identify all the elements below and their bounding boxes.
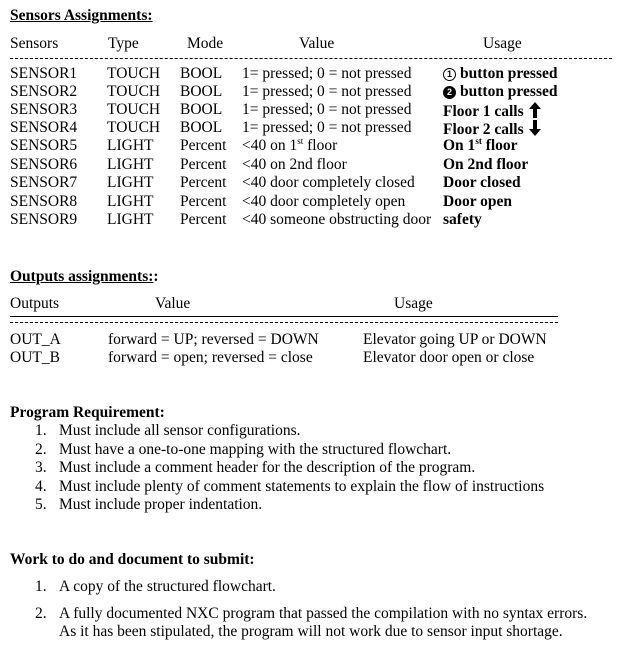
outputs-header-rule xyxy=(10,316,558,317)
list-item-number: 2. xyxy=(35,605,47,622)
sensor-usage xyxy=(443,65,557,83)
sensor-mode: BOOL xyxy=(180,119,223,136)
sensors-header-divider xyxy=(10,58,612,59)
sensor-value: 1= pressed; 0 = not pressed xyxy=(242,101,412,118)
header-type: Type xyxy=(108,35,139,52)
table-row xyxy=(0,101,627,119)
list-item-number: 3. xyxy=(35,459,47,476)
sensor-usage-label: Floor 2 calls xyxy=(443,121,524,138)
sensor-name: SENSOR1 xyxy=(10,65,78,82)
header-usage: Usage xyxy=(394,295,433,312)
list-item-continuation: As it has been stipulated, the program will not work due to sensor input shortage. xyxy=(59,623,563,640)
list-item: A copy of the structured flowchart. xyxy=(59,578,276,595)
sensor-mode: BOOL xyxy=(180,83,223,100)
sensor-type: TOUCH xyxy=(107,101,161,118)
list-item-number: 1. xyxy=(35,578,47,595)
sensor-type: LIGHT xyxy=(107,174,154,191)
table-row xyxy=(0,83,627,101)
table-row xyxy=(0,137,627,155)
sensor-usage: On 2nd floor xyxy=(443,156,529,173)
header-outputs: Outputs xyxy=(10,295,60,312)
circled-digit-2-icon: 2 xyxy=(443,86,456,99)
sensor-type: TOUCH xyxy=(107,119,161,136)
output-value: forward = UP; reversed = DOWN xyxy=(108,331,319,348)
sensor-mode: Percent xyxy=(180,156,227,173)
sensor-type: TOUCH xyxy=(107,83,161,100)
outputs-header-divider xyxy=(10,322,558,323)
sensor-name: SENSOR4 xyxy=(10,119,78,136)
table-row xyxy=(0,174,627,192)
sensor-value: 1= pressed; 0 = not pressed xyxy=(242,119,412,136)
sensor-value: <40 door completely open xyxy=(242,193,406,210)
sensor-type: LIGHT xyxy=(107,211,154,228)
outputs-section-title: Outputs assignments:: xyxy=(10,268,159,285)
header-value: Value xyxy=(155,295,191,312)
output-usage: Elevator door open or close xyxy=(363,349,535,366)
sensor-usage-label: button pressed xyxy=(460,65,558,82)
table-row xyxy=(0,349,627,367)
list-item-number: 1. xyxy=(35,422,47,439)
sensor-value: 1= pressed; 0 = not pressed xyxy=(242,65,412,82)
sensor-type: LIGHT xyxy=(107,193,154,210)
list-item: Must include all sensor configurations. xyxy=(59,422,301,439)
sensor-value: <40 door completely closed xyxy=(242,174,415,191)
header-usage: Usage xyxy=(483,35,522,52)
header-mode: Mode xyxy=(187,35,224,52)
sensor-usage xyxy=(443,101,542,121)
up-arrow-icon xyxy=(528,101,542,119)
table-row xyxy=(0,331,627,349)
list-item: Must include a comment header for the description of the program. xyxy=(59,459,476,476)
table-row xyxy=(0,65,627,83)
output-name: OUT_A xyxy=(10,331,61,348)
sensor-value: <40 on 2nd floor xyxy=(242,156,347,173)
header-sensors: Sensors xyxy=(10,35,59,52)
circled-digit-1-icon: 1 xyxy=(443,68,456,81)
work-title: Work to do and document to submit: xyxy=(10,551,255,568)
outputs-table-header xyxy=(0,295,627,313)
requirements-title: Program Requirement: xyxy=(10,404,165,421)
list-item: Must include proper indentation. xyxy=(59,496,263,513)
sensor-value: <40 on 1st floor xyxy=(242,135,338,154)
sensor-usage-label: button pressed xyxy=(460,83,558,100)
sensor-name: SENSOR5 xyxy=(10,137,78,154)
sensor-usage xyxy=(443,119,542,139)
table-row xyxy=(0,119,627,137)
sensor-mode: Percent xyxy=(180,174,227,191)
list-item-number: 2. xyxy=(35,441,47,458)
table-row xyxy=(0,156,627,174)
list-item: Must have a one-to-one mapping with the structured flowchart. xyxy=(59,441,452,458)
sensor-mode: BOOL xyxy=(180,65,223,82)
sensor-name: SENSOR3 xyxy=(10,101,78,118)
sensor-type: LIGHT xyxy=(107,156,154,173)
sensor-name: SENSOR6 xyxy=(10,156,78,173)
sensor-usage: Door open xyxy=(443,193,513,210)
sensor-mode: Percent xyxy=(180,137,227,154)
sensor-mode: Percent xyxy=(180,193,227,210)
sensor-name: SENSOR7 xyxy=(10,174,78,191)
output-name: OUT_B xyxy=(10,349,60,366)
sensor-usage: On 1st floor xyxy=(443,135,518,154)
sensor-type: LIGHT xyxy=(107,137,154,154)
sensor-name: SENSOR9 xyxy=(10,211,78,228)
sensor-name: SENSOR8 xyxy=(10,193,78,210)
sensors-section-title: Sensors Assignments: xyxy=(10,7,153,24)
sensor-value: 1= pressed; 0 = not pressed xyxy=(242,83,412,100)
sensors-table-header xyxy=(0,35,627,53)
down-arrow-icon xyxy=(528,119,542,137)
sensor-mode: BOOL xyxy=(180,101,223,118)
sensor-mode: Percent xyxy=(180,211,227,228)
output-value: forward = open; reversed = close xyxy=(108,349,313,366)
table-row xyxy=(0,211,627,229)
sensor-usage-label: Floor 1 calls xyxy=(443,103,524,120)
header-value: Value xyxy=(299,35,335,52)
table-row xyxy=(0,193,627,211)
list-item-number: 4. xyxy=(35,478,47,495)
list-item-number: 5. xyxy=(35,496,47,513)
output-usage: Elevator going UP or DOWN xyxy=(363,331,547,348)
list-item: Must include plenty of comment statements to explain the flow of instructions xyxy=(59,478,545,495)
sensor-value: <40 someone obstructing door xyxy=(242,211,432,228)
sensor-type: TOUCH xyxy=(107,65,161,82)
sensor-usage xyxy=(443,83,557,101)
sensor-usage: safety xyxy=(443,211,482,228)
sensor-usage: Door closed xyxy=(443,174,521,191)
sensor-name: SENSOR2 xyxy=(10,83,78,100)
list-item: A fully documented NXC program that passed the compilation with no syntax errors. xyxy=(59,605,588,622)
